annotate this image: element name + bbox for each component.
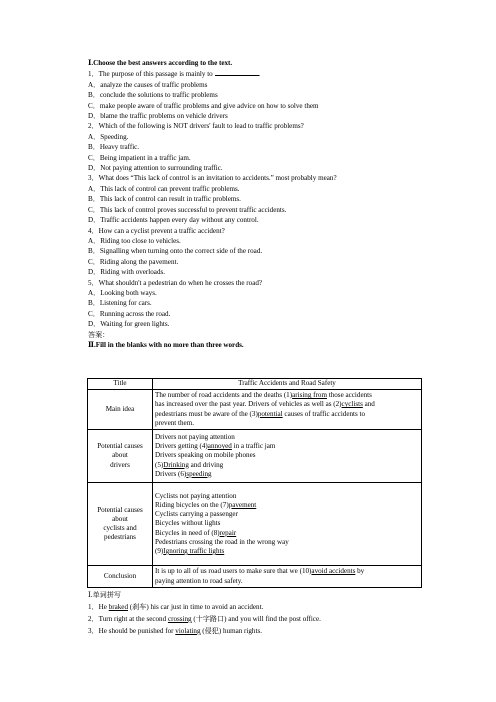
question-option: B．Listening for cars. bbox=[88, 299, 152, 308]
cell-line bbox=[155, 433, 419, 442]
question-list bbox=[88, 68, 418, 329]
cell-line bbox=[155, 451, 419, 460]
vocab-item bbox=[88, 601, 418, 613]
question-option: D．Not paying attention to surrounding traffic. bbox=[88, 164, 223, 173]
cell-text: and bbox=[362, 400, 375, 409]
vocab-text: (刹车) his car just in time to avoid an accident. bbox=[128, 603, 264, 611]
cell-text: Bicycles in need of (8) bbox=[155, 528, 220, 537]
label-line: cyclists and bbox=[103, 524, 137, 532]
cell-text: prevent them. bbox=[155, 418, 195, 427]
question-option: B．Signalling when turning onto the correct side of the road. bbox=[88, 247, 263, 256]
title-label: Title bbox=[88, 379, 153, 390]
cell-text: The number of road accidents and the deaths (1) bbox=[155, 391, 293, 400]
filled-answer: pavement bbox=[228, 500, 257, 509]
question-option: B．This lack of control can result in traffic problems. bbox=[88, 195, 241, 204]
cell-line bbox=[155, 510, 419, 519]
cell-text: Pedestrians crossing the road in the wrong way bbox=[155, 537, 289, 546]
vocab-heading: Ⅰ.单词拼写 bbox=[88, 591, 121, 599]
question-stem bbox=[88, 173, 418, 183]
vocab-text: 1．He bbox=[88, 603, 109, 611]
title-value: Traffic Accidents and Road Safety bbox=[153, 379, 422, 390]
cell-text: Cyclists carrying a passenger bbox=[155, 510, 238, 519]
cell-line bbox=[155, 538, 419, 547]
cell-text: Bicycles without lights bbox=[155, 519, 221, 528]
question-option: C．Riding along the pavement. bbox=[88, 257, 179, 266]
vocab-section bbox=[88, 589, 418, 637]
cell-line bbox=[155, 470, 419, 479]
cell-text: has increased over the past year. Drivers of vehicles as well as (2) bbox=[155, 400, 342, 409]
filled-answer: potential bbox=[257, 409, 283, 418]
vocab-text: (十字路口) and you will find the post office. bbox=[191, 615, 321, 623]
cell-text: Drivers (6) bbox=[155, 469, 187, 478]
filled-answer: arising from bbox=[292, 391, 327, 400]
vocab-text: 3．He should be punished for bbox=[88, 627, 176, 635]
question-option: B．conclude the solutions to traffic problems bbox=[88, 91, 218, 100]
cyclists-label bbox=[88, 483, 153, 566]
stem-tail: . bbox=[258, 70, 261, 79]
cell-text: Riding bicycles on the (7) bbox=[155, 500, 229, 509]
question-option: B．Heavy traffic. bbox=[88, 143, 140, 152]
label-line: about bbox=[112, 451, 128, 460]
cell-line bbox=[155, 461, 419, 470]
part2-heading: Ⅱ.Fill in the blanks with no more than three words. bbox=[88, 340, 244, 349]
filled-answer: avoid accidents bbox=[311, 567, 356, 576]
question-stem bbox=[88, 226, 418, 236]
vocab-list bbox=[88, 601, 418, 637]
conclusion-cell bbox=[153, 566, 422, 588]
question-option: C．Being impatient in a traffic jam. bbox=[88, 153, 191, 162]
question-stem bbox=[88, 278, 418, 288]
cell-text: Cyclists not paying attention bbox=[155, 491, 237, 500]
vocab-answer: violating bbox=[175, 627, 201, 635]
question-text: 2．Which of the following is NOT drivers' fault to lead to traffic problems? bbox=[88, 122, 304, 131]
label-line: Potential causes bbox=[97, 505, 143, 514]
cell-text: Drivers not paying attention bbox=[155, 432, 235, 441]
conclusion-label: Conclusion bbox=[88, 566, 153, 588]
question-option: A．Looking both ways. bbox=[88, 288, 157, 297]
vocab-answer: braked bbox=[108, 603, 128, 611]
cell-text: by bbox=[355, 567, 365, 576]
cell-text: in a traffic jam bbox=[231, 442, 276, 451]
main-idea-label: Main idea bbox=[88, 390, 153, 430]
cell-text: causes of traffic accidents to bbox=[282, 409, 366, 418]
label-line: Potential causes bbox=[97, 442, 143, 451]
label-line: about bbox=[112, 514, 128, 523]
question-option: A．Riding too close to vehicles. bbox=[88, 236, 181, 245]
question-option: C．This lack of control proves successful to prevent traffic accidents. bbox=[88, 205, 287, 214]
filled-answer: speeding bbox=[186, 469, 212, 478]
filled-answer: repair bbox=[219, 528, 237, 537]
drivers-cell bbox=[153, 430, 422, 483]
question-stem bbox=[88, 68, 418, 79]
cell-text: Drivers getting (4) bbox=[155, 442, 208, 451]
cell-line bbox=[155, 519, 419, 528]
label-line: pedestrians bbox=[104, 533, 136, 542]
vocab-text: (侵犯) human rights. bbox=[200, 627, 262, 635]
cell-text: (9) bbox=[155, 547, 164, 555]
question-option: D．Riding with overloads. bbox=[88, 268, 166, 277]
filled-answer: Drinking bbox=[163, 460, 189, 469]
main-idea-cell bbox=[153, 390, 422, 430]
filled-answer: annoyed bbox=[207, 442, 232, 451]
drivers-label bbox=[88, 430, 153, 483]
cell-text: (5) bbox=[155, 460, 164, 469]
cell-text: pedestrians must be aware of the (3) bbox=[155, 409, 258, 418]
cell-text: Drivers speaking on mobile phones bbox=[155, 451, 256, 460]
question-text: 1．The purpose of this passage is mainly to bbox=[88, 70, 213, 79]
question-option: A．Speeding. bbox=[88, 132, 129, 141]
cell-line bbox=[155, 529, 419, 538]
answer-blank bbox=[215, 68, 261, 79]
vocab-item bbox=[88, 625, 418, 637]
vocab-text: 2．Turn right at the second bbox=[88, 615, 168, 623]
cell-text: paying attention to road safety. bbox=[155, 576, 243, 585]
question-option: A．This lack of control can prevent traffic problems. bbox=[88, 184, 240, 193]
question-text: 3．What does “This lack of control is an invitation to accidents.” most probably mean? bbox=[88, 174, 337, 183]
cell-line bbox=[155, 577, 419, 586]
cell-line bbox=[155, 391, 419, 400]
question-option: D．Traffic accidents happen every day without any control. bbox=[88, 216, 259, 225]
question-option: A．analyze the causes of traffic problems bbox=[88, 80, 208, 89]
cell-line bbox=[155, 410, 419, 419]
cell-line bbox=[155, 501, 419, 510]
cell-line bbox=[155, 442, 419, 451]
answer-label: 答案： bbox=[88, 330, 110, 339]
question-option: D．Waiting for green lights. bbox=[88, 320, 170, 329]
part1 bbox=[88, 58, 418, 350]
question-text: 5．What shouldn't a pedestrian do when he crosses the road? bbox=[88, 278, 263, 287]
question-stem bbox=[88, 121, 418, 131]
filled-answer: cyclists bbox=[341, 400, 363, 409]
question-option: C．Running across the road. bbox=[88, 309, 171, 318]
cell-line bbox=[155, 567, 419, 576]
vocab-item bbox=[88, 613, 418, 625]
cell-line bbox=[155, 492, 419, 501]
cell-text: It is up to all of us road users to make sure that we (10) bbox=[155, 567, 312, 576]
cyclists-cell bbox=[153, 483, 422, 566]
cell-line bbox=[155, 419, 419, 428]
summary-table bbox=[87, 378, 422, 588]
part1-heading: Ⅰ.Choose the best answers according to the text. bbox=[88, 59, 233, 67]
question-option: C．make people aware of traffic problems and give advice on how to solve them bbox=[88, 101, 319, 110]
vocab-answer: crossing bbox=[167, 615, 192, 623]
filled-answer: Ignoring traffic lights bbox=[163, 547, 225, 555]
question-option: D．blame the traffic problems on vehicle drivers bbox=[88, 112, 228, 121]
question-text: 4．How can a cyclist prevent a traffic accident? bbox=[88, 226, 225, 235]
cell-line bbox=[155, 547, 419, 556]
cell-text: those accidents bbox=[326, 391, 372, 400]
label-line: drivers bbox=[110, 460, 130, 469]
cell-line bbox=[155, 400, 419, 409]
cell-text: and driving bbox=[188, 460, 224, 469]
